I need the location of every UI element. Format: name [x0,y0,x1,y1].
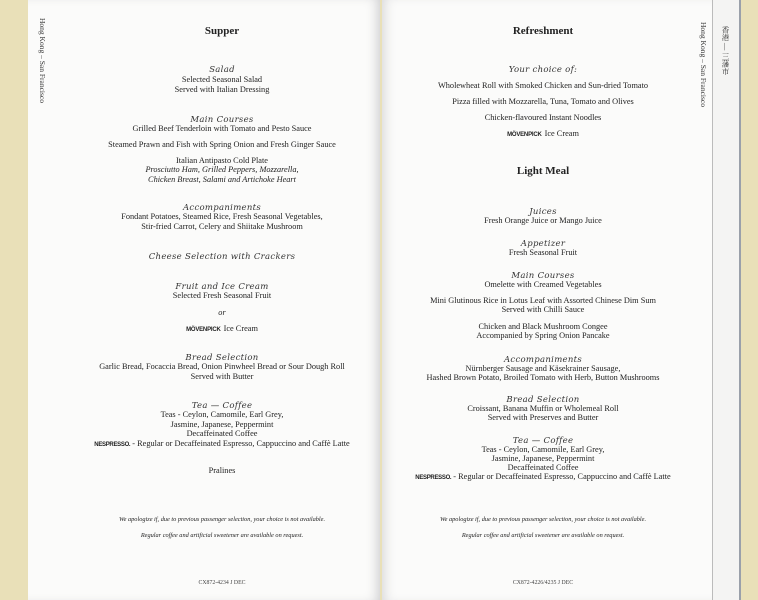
menu-item: Selected Fresh Seasonal Fruit [172,291,272,300]
section-heading: Accompaniments [503,355,583,365]
menu-item: Italian Antipasto Cold Plate [176,156,268,165]
menu-item [415,472,670,483]
menu-item: Pralines [208,466,236,475]
menu-item: Chicken-flavoured Instant Noodles [484,113,602,122]
menu-item: Served with Preserves and Butter [487,413,599,422]
menu-code: CX872-4226/4235 J DEC [512,580,574,586]
route-label-chinese: 香港 — 三藩市 [721,26,730,75]
menu-item: Selected Seasonal Salad [181,75,263,84]
apology-note: We apologize if, due to previous passenger selection, your choice is not available. [118,516,326,523]
page-title: Supper [204,25,240,37]
item-text: Ice Cream [223,324,258,333]
menu-item: Jasmine, Japanese, Peppermint [170,420,274,429]
route-label: Hong Kong – San Francisco [38,18,47,103]
sweetener-note: Regular coffee and artificial sweetener are available on request. [461,532,625,539]
section-heading: Juices [529,207,557,217]
section-heading: Appetizer [520,239,566,249]
nespresso-logo: NESPRESSO. [94,442,131,448]
menu-item: Teas - Ceylon, Camomile, Earl Grey, [160,410,284,419]
section-heading: Salad [209,65,235,75]
menu-item-detail: Prosciutto Ham, Grilled Peppers, Mozzarella, [145,165,299,174]
sweetener-note: Regular coffee and artificial sweetener are available on request. [140,532,304,539]
menu-item: Grilled Beef Tenderloin with Tomato and Pesto Sauce [132,124,312,133]
refreshment-menu-page [382,0,712,600]
menu-item: Served with Chilli Sauce [501,305,585,314]
supper-menu-page [28,0,380,600]
menu-item: Accompanied by Spring Onion Pancake [476,331,610,340]
menu-item: Decaffeinated Coffee [507,463,579,472]
section-heading: Cheese Selection with Crackers [148,252,296,262]
menu-item: Mini Glutinous Rice in Lotus Leaf with Assorted Chinese Dim Sum [430,296,656,305]
section-heading: Fruit and Ice Cream [175,282,269,292]
section-heading: Tea — Coffee [191,401,253,411]
section-heading: Main Courses [511,271,575,281]
menu-item: Stir-fried Carrot, Celery and Shiitake Mushroom [141,222,303,231]
or-label: or [218,308,226,317]
menu-item: Garlic Bread, Focaccia Bread, Onion Pinwheel Bread or Sour Dough Roll [99,362,345,371]
page-title: Refreshment [512,25,574,37]
menu-item-detail: Chicken Breast, Salami and Artichoke Heart [148,175,296,184]
movenpick-logo: MÖVENPICK [507,132,542,138]
menu-item: Fresh Seasonal Fruit [508,248,578,257]
menu-item: Croissant, Banana Muffin or Wholemeal Roll [467,404,619,413]
menu-item: Omelette with Creamed Vegetables [484,280,602,289]
section-heading: Accompaniments [182,203,262,213]
menu-item: Served with Italian Dressing [174,85,270,94]
apology-note: We apologize if, due to previous passenger selection, your choice is not available. [439,516,647,523]
item-text: - Regular or Decaffeinated Espresso, Cappuccino and Caffè Latte [453,472,671,481]
movenpick-logo: MÖVENPICK [186,327,221,333]
route-label: Hong Kong – San Francisco [699,22,708,107]
menu-item: Wholewheat Roll with Smoked Chicken and Sun-dried Tomato [437,81,649,90]
section-title: Light Meal [516,165,570,177]
section-heading: Your choice of: [508,65,578,75]
menu-item: Hashed Brown Potato, Broiled Tomato with Herb, Button Mushrooms [426,373,660,382]
menu-item: Nürnberger Sausage and Käsekrainer Sausage, [465,364,621,373]
menu-item: Chicken and Black Mushroom Congee [478,322,608,331]
menu-code: CX872-4234 J DEC [198,580,246,586]
menu-item: Fresh Orange Juice or Mango Juice [484,216,602,225]
page-tab [712,0,741,600]
nespresso-logo: NESPRESSO. [415,475,452,481]
section-heading: Bread Selection [506,395,580,405]
section-heading: Bread Selection [185,353,259,363]
section-heading: Main Courses [190,115,254,125]
menu-item [507,129,579,140]
section-heading: Tea — Coffee [512,436,574,446]
menu-item: Pizza filled with Mozzarella, Tuna, Tomato and Olives [452,97,634,106]
menu-item: Jasmine, Japanese, Peppermint [491,454,595,463]
item-text: Ice Cream [544,129,579,138]
menu-item: Steamed Prawn and Fish with Spring Onion and Fresh Ginger Sauce [108,140,336,149]
item-text: - Regular or Decaffeinated Espresso, Cappuccino and Caffè Latte [132,439,350,448]
menu-item: Teas - Ceylon, Camomile, Earl Grey, [481,445,605,454]
menu-item: Decaffeinated Coffee [186,429,258,438]
menu-item [94,439,349,450]
menu-item: Served with Butter [190,372,254,381]
menu-item [186,324,258,335]
menu-item: Fondant Potatoes, Steamed Rice, Fresh Seasonal Vegetables, [121,212,323,221]
